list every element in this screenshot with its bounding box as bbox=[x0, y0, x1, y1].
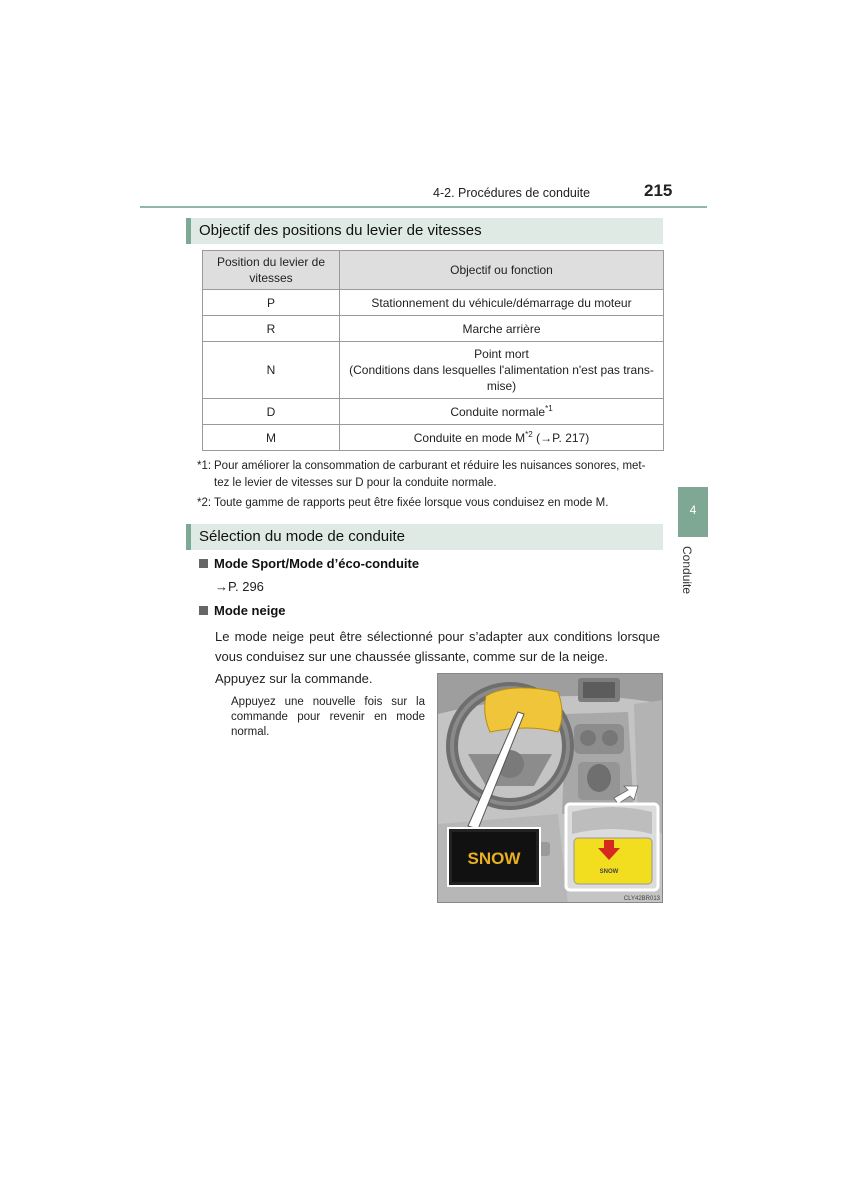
table-row bbox=[203, 316, 664, 342]
bullet-snow-mode bbox=[199, 603, 286, 618]
cell-function-text: Conduite normale bbox=[450, 404, 546, 419]
footnote-2 bbox=[197, 495, 659, 512]
running-header: 4-2. Procédures de conduite bbox=[433, 186, 591, 200]
cell-position: M bbox=[203, 425, 340, 451]
section-title: Sélection du mode de conduite bbox=[199, 528, 405, 545]
table-row bbox=[203, 399, 664, 425]
section-heading-drive-mode bbox=[186, 524, 663, 550]
dashboard-illustration bbox=[437, 673, 663, 903]
instruction-note: Appuyez une nouvelle fois sur la commande pour revenir en mode normal. bbox=[231, 696, 425, 738]
section-title: Objectif des positions du levier de vitesses bbox=[199, 222, 482, 239]
cell-function-text: Conduite en mode M bbox=[413, 430, 526, 445]
column-header-position: Position du levier de vitesses bbox=[203, 251, 340, 290]
bullet-sport-mode bbox=[199, 556, 419, 571]
footnote-mark: *1: bbox=[197, 460, 212, 472]
section-heading-gear-positions bbox=[186, 218, 663, 244]
page-reference: (→P. 217) bbox=[532, 430, 590, 445]
table-header-row bbox=[203, 251, 664, 290]
bullet-square-icon bbox=[199, 606, 208, 615]
footnote-ref: *2 bbox=[525, 429, 533, 439]
page-reference: →P. 296 bbox=[215, 579, 264, 594]
snow-button-text: SNOW bbox=[599, 869, 619, 875]
cell-function bbox=[340, 342, 664, 399]
cell-function: Stationnement du véhicule/démarrage du moteur bbox=[340, 290, 664, 316]
footnote-text: Pour améliorer la consommation de carburant et réduire les nuisances sonores, met- bbox=[214, 460, 646, 472]
cell-position: D bbox=[203, 399, 340, 425]
chapter-label: Conduite bbox=[680, 546, 694, 595]
cell-position: N bbox=[203, 342, 340, 399]
table-row bbox=[203, 290, 664, 316]
page-number: 215 bbox=[644, 181, 673, 200]
bullet-square-icon bbox=[199, 559, 208, 568]
cell-function: Marche arrière bbox=[340, 316, 664, 342]
snow-display-text: SNOW bbox=[467, 849, 521, 868]
cell-function bbox=[340, 425, 664, 451]
column-header-function: Objectif ou fonction bbox=[340, 251, 664, 290]
footnote-mark: *2: bbox=[197, 497, 212, 509]
chapter-number: 4 bbox=[689, 503, 697, 517]
cell-function-line: mise) bbox=[486, 379, 517, 393]
table-row bbox=[203, 342, 664, 399]
cell-position: R bbox=[203, 316, 340, 342]
snow-mode-description: Le mode neige peut être sélectionné pour s’adapter aux conditions lorsque vous conduisez sur une chaussée glissante, comme sur de la neige. bbox=[215, 629, 660, 664]
bullet-title: Mode neige bbox=[214, 603, 286, 618]
header-divider bbox=[140, 206, 707, 208]
gear-position-table bbox=[202, 250, 664, 451]
footnote-1 bbox=[197, 458, 659, 492]
cell-position: P bbox=[203, 290, 340, 316]
footnote-text: tez le levier de vitesses sur D pour la conduite normale. bbox=[214, 477, 497, 489]
cell-function bbox=[340, 399, 664, 425]
bullet-title: Mode Sport/Mode d’éco-conduite bbox=[214, 556, 420, 571]
cell-function-line: (Conditions dans lesquelles l'alimentation n'est pas trans- bbox=[349, 363, 654, 377]
table-row bbox=[203, 425, 664, 451]
figure-code: CLY42BR013 bbox=[623, 896, 660, 902]
cell-function-line: Point mort bbox=[474, 347, 529, 361]
instruction-text: Appuyez sur la commande. bbox=[215, 671, 373, 686]
chapter-tab bbox=[678, 487, 708, 537]
footnote-ref: *1 bbox=[545, 403, 553, 413]
footnote-text: Toute gamme de rapports peut être fixée lorsque vous conduisez en mode M. bbox=[214, 497, 609, 509]
